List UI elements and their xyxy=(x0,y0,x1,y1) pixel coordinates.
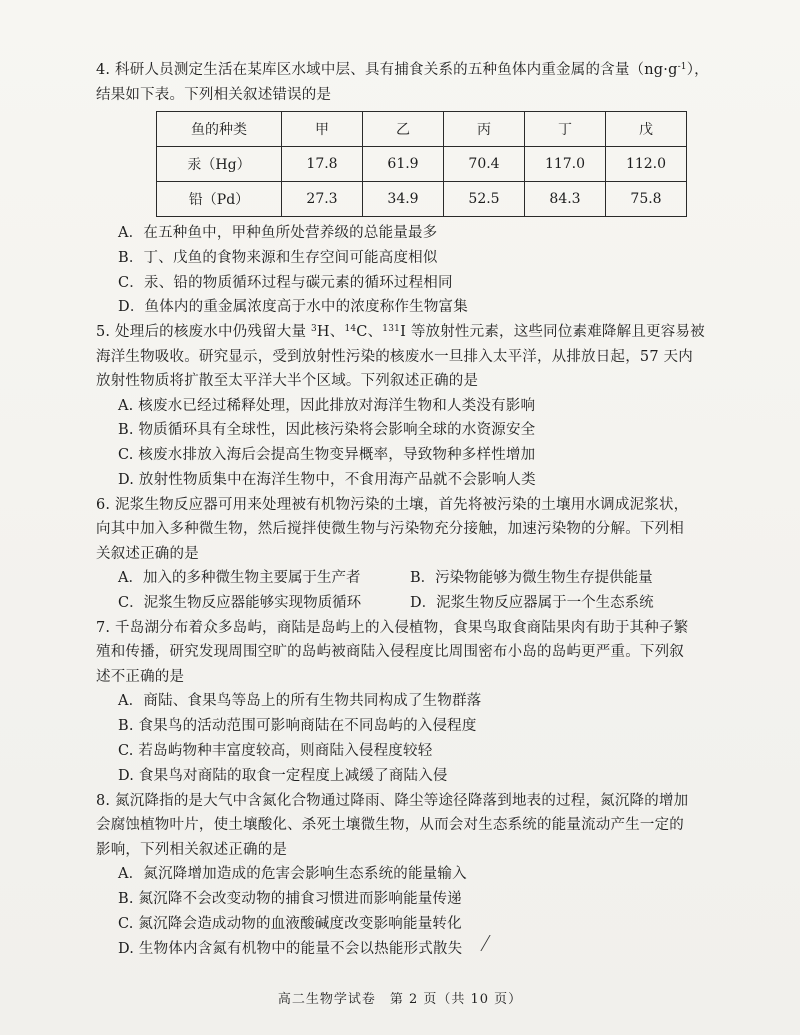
q4-unit-superscript: -1 xyxy=(677,62,687,72)
q5-text-a: 5. 处理后的核废水中仍残留大量 xyxy=(96,324,311,341)
table-header-cell: 甲 xyxy=(282,112,363,147)
q6-options-row-2 xyxy=(96,591,712,616)
q7-option-b[interactable]: B. 食果鸟的活动范围可影响商陆在不同岛屿的入侵程度 xyxy=(118,718,477,735)
page-footer: 高二生物学试卷 第 2 页（共 10 页） xyxy=(277,992,523,1007)
question-6 xyxy=(96,493,712,616)
question-8-stem-line-3: 影响，下列相关叙述正确的是 xyxy=(96,841,288,858)
table-header-cell: 乙 xyxy=(363,112,444,147)
q6-option-c[interactable]: C．泥浆生物反应器能够实现物质循环 xyxy=(118,595,362,612)
question-4 xyxy=(96,58,712,320)
question-8-stem-line-2: 会腐蚀植物叶片，使土壤酸化、杀死土壤微生物，从而会对生态系统的能量流动产生一定的 xyxy=(96,817,684,834)
q4-option-c[interactable]: C．汞、铅的物质循环过程与碳元素的循环过程相同 xyxy=(118,274,453,291)
table-header-cell: 丙 xyxy=(444,112,525,147)
question-4-stem-line-1 xyxy=(96,58,712,83)
table-row xyxy=(157,182,687,217)
table-cell: 27.3 xyxy=(282,182,363,217)
table-header-row xyxy=(157,112,687,147)
questions-area xyxy=(96,58,712,961)
q5-text-d: I 等放射性元素，这些同位素难降解且更容易被 xyxy=(400,324,705,341)
table-header-cell: 戊 xyxy=(606,112,687,147)
table-cell: 112.0 xyxy=(606,147,687,182)
q4-text-1-end: ）， xyxy=(686,62,709,78)
table-cell: 17.8 xyxy=(282,147,363,182)
q6-option-d[interactable]: D．泥浆生物反应器属于一个生态系统 xyxy=(410,595,654,612)
q4-option-b[interactable]: B．丁、戊鱼的食物来源和生存空间可能高度相似 xyxy=(118,249,438,266)
question-5-stem-line-1 xyxy=(96,320,712,345)
question-5 xyxy=(96,320,712,493)
table-cell: 34.9 xyxy=(363,182,444,217)
question-6-stem-line-3: 关叙述正确的是 xyxy=(96,545,199,562)
q5-option-d[interactable]: D. 放射性物质集中在海洋生物中，不食用海产品就不会影响人类 xyxy=(118,472,536,489)
table-cell: 70.4 xyxy=(444,147,525,182)
q6-options-row-1 xyxy=(96,566,712,591)
q5-isotope-mass-c: 14 xyxy=(344,324,357,335)
question-7 xyxy=(96,616,712,789)
q8-option-b[interactable]: B. 氮沉降不会改变动物的捕食习惯进而影响能量传递 xyxy=(118,890,462,907)
q6-option-b[interactable]: B．污染物能够为微生物生存提供能量 xyxy=(410,570,653,587)
table-cell: 61.9 xyxy=(363,147,444,182)
q5-option-c[interactable]: C. 核废水排放入海后会提高生物变异概率，导致物种多样性增加 xyxy=(118,447,536,464)
q8-option-d[interactable]: D. 生物体内含氮有机物中的能量不会以热能形式散失 xyxy=(118,940,463,957)
table-cell: 75.8 xyxy=(606,182,687,217)
q7-option-c[interactable]: C. 若岛屿物种丰富度较高，则商陆入侵程度较轻 xyxy=(118,743,433,760)
q7-option-a[interactable]: A．商陆、食果鸟等岛上的所有生物共同构成了生物群落 xyxy=(118,693,482,710)
q5-text-c: C、 xyxy=(356,324,383,341)
q5-isotope-mass-h: 3 xyxy=(310,324,317,335)
q7-option-d[interactable]: D. 食果鸟对商陆的取食一定程度上减缓了商陆入侵 xyxy=(118,767,448,784)
q4-text-1: 4. 科研人员测定生活在某库区水域中层、具有捕食关系的五种鱼体内重金属的含量（ng·g xyxy=(96,62,678,78)
table-row xyxy=(157,147,687,182)
q8-option-c[interactable]: C. 氮沉降会造成动物的血液酸碱度改变影响能量转化 xyxy=(118,915,462,932)
table-header-cell: 丁 xyxy=(525,112,606,147)
table-cell: 84.3 xyxy=(525,182,606,217)
q5-text-b: H、 xyxy=(316,324,345,341)
q8-option-a[interactable]: A．氮沉降增加造成的危害会影响生态系统的能量输入 xyxy=(118,866,467,883)
table-cell: 117.0 xyxy=(525,147,606,182)
q5-isotope-mass-i: 131 xyxy=(382,324,401,335)
q5-option-b[interactable]: B. 物质循环具有全球性，因此核污染将会影响全球的水资源安全 xyxy=(118,422,536,439)
table-cell: 铅（Pd） xyxy=(157,182,282,217)
question-5-stem-line-3: 放射性物质将扩散至太平洋大半个区域。下列叙述正确的是 xyxy=(96,373,479,390)
question-8-stem-line-1: 8. 氮沉降指的是大气中含氮化合物通过降雨、降尘等途径降落到地表的过程，氮沉降的增加 xyxy=(96,792,689,809)
question-8 xyxy=(96,789,712,962)
table-header-cell: 鱼的种类 xyxy=(157,112,282,147)
question-7-stem-line-1: 7. 千岛湖分布着众多岛屿，商陆是岛屿上的入侵植物，食果鸟取食商陆果肉有助于其种子繁 xyxy=(96,619,689,636)
question-7-stem-line-3: 述不正确的是 xyxy=(96,668,185,685)
question-6-stem-line-1: 6. 泥浆生物反应器可用来处理被有机物污染的土壤，首先将被污染的土壤用水调成泥浆状， xyxy=(96,496,689,513)
q4-option-a[interactable]: A．在五种鱼中，甲种鱼所处营养级的总能量最多 xyxy=(118,225,438,241)
question-7-stem-line-2: 殖和传播，研究发现周围空旷的岛屿被商陆入侵程度比周围密布小岛的岛屿更严重。下列叙 xyxy=(96,644,684,661)
table-cell: 52.5 xyxy=(444,182,525,217)
heavy-metal-table xyxy=(156,111,687,217)
question-5-stem-line-2: 海洋生物吸收。研究显示，受到放射性污染的核废水一旦排入太平洋，从排放日起，57 天内 xyxy=(96,348,693,365)
question-6-stem-line-2: 向其中加入多种微生物，然后搅拌使微生物与污染物充分接触，加速污染物的分解。下列相 xyxy=(96,521,684,538)
table-cell: 汞（Hg） xyxy=(157,147,282,182)
q4-option-d[interactable]: D．鱼体内的重金属浓度高于水中的浓度称作生物富集 xyxy=(118,299,468,316)
q6-option-a[interactable]: A．加入的多种微生物主要属于生产者 xyxy=(118,570,361,587)
question-4-stem-line-2: 结果如下表。下列相关叙述错误的是 xyxy=(96,86,332,103)
q5-option-a[interactable]: A. 核废水已经过稀释处理，因此排放对海洋生物和人类没有影响 xyxy=(118,397,536,414)
